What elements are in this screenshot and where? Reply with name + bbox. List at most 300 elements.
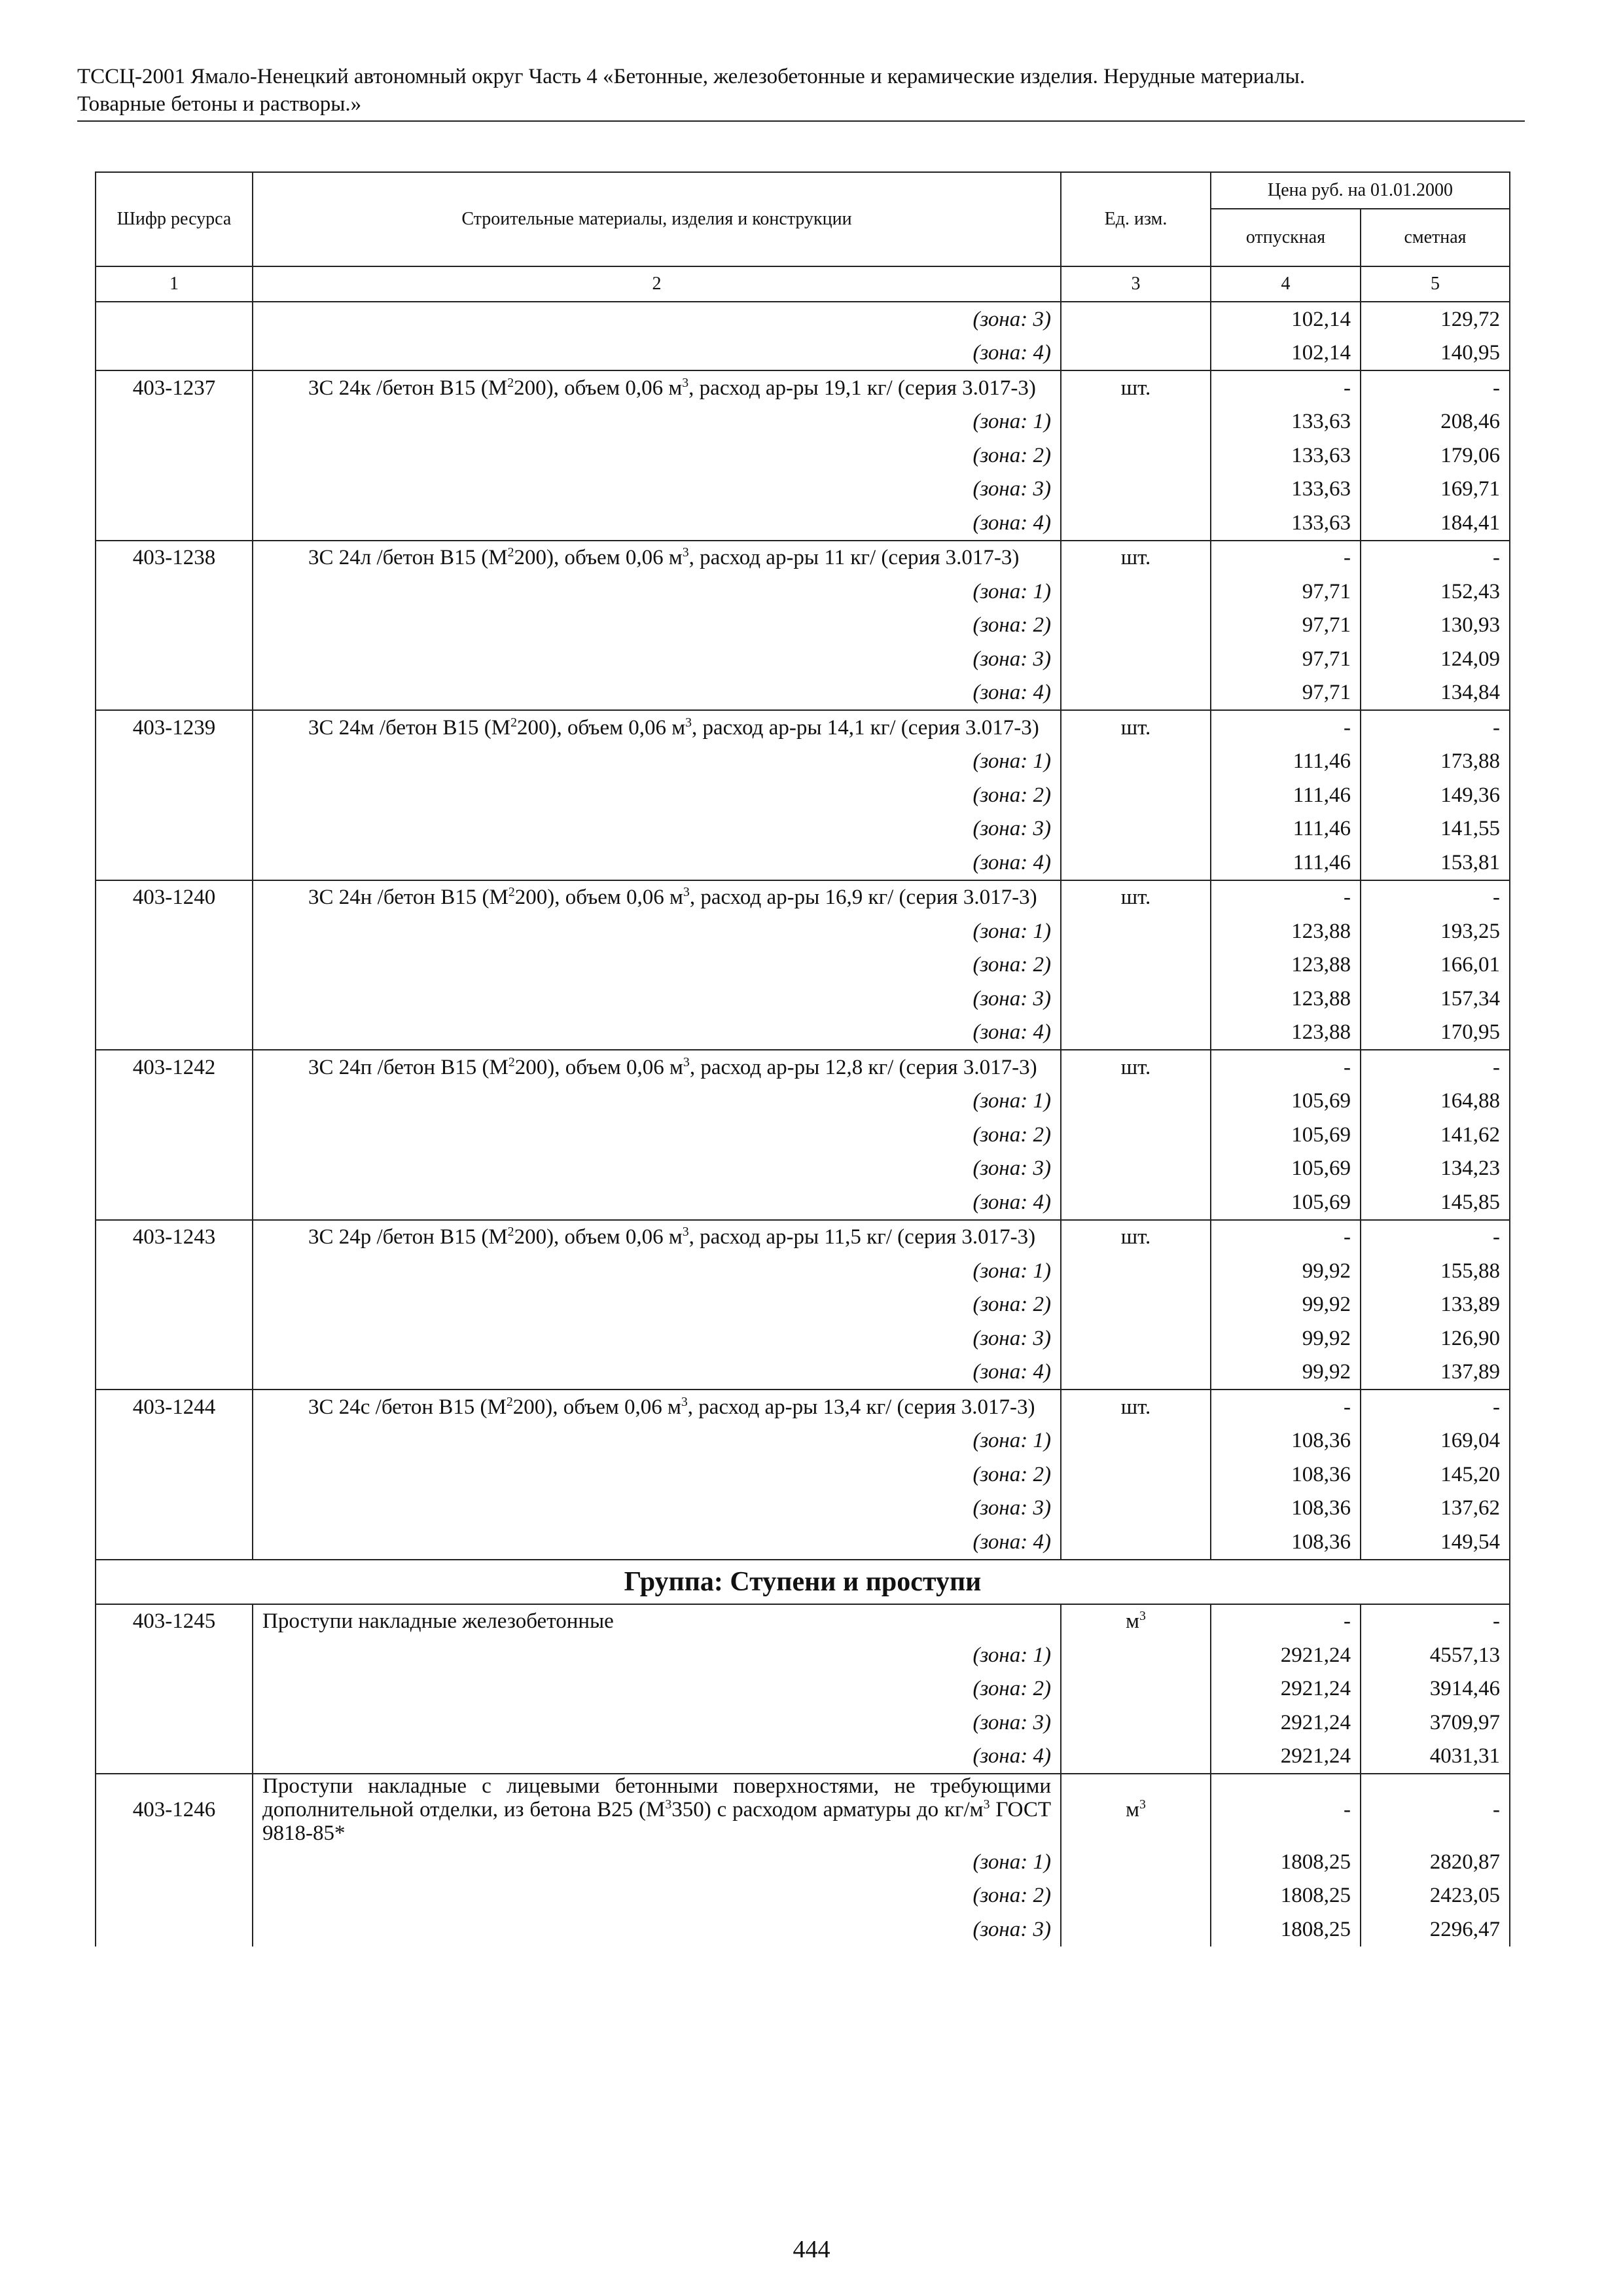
zone-row <box>96 1288 1510 1322</box>
unit-cell-empty <box>1061 1492 1211 1526</box>
col-price-header: Цена руб. на 01.01.2000 <box>1211 172 1510 209</box>
zone-row <box>96 1424 1510 1458</box>
zone-row <box>96 1152 1510 1186</box>
code-cell-empty <box>96 1845 253 1879</box>
release-price: - <box>1211 1774 1361 1845</box>
estimate-price: 166,01 <box>1361 948 1510 982</box>
superscript: 2 <box>507 1225 514 1240</box>
code-cell-empty <box>96 1706 253 1740</box>
code-cell-empty <box>96 1355 253 1390</box>
col-unit-header: Ед. изм. <box>1061 172 1211 266</box>
table-row <box>96 1220 1510 1255</box>
code-cell-empty <box>96 812 253 846</box>
unit-cell-empty <box>1061 1458 1211 1492</box>
estimate-price: 3709,97 <box>1361 1706 1510 1740</box>
release-price: 133,63 <box>1211 473 1361 507</box>
code-cell-empty <box>96 982 253 1016</box>
col-number: 5 <box>1361 266 1510 302</box>
name-part: 3С 24н /бетон В15 (М <box>308 886 508 910</box>
table-row <box>96 1050 1510 1085</box>
code-cell-empty <box>96 609 253 643</box>
zone-label: (зона: 1) <box>253 1845 1061 1879</box>
superscript: 2 <box>508 1054 515 1069</box>
col-name-header: Строительные материалы, изделия и конструкции <box>253 172 1061 266</box>
zone-row <box>96 405 1510 439</box>
table-row <box>96 1390 1510 1424</box>
table-row <box>96 880 1510 915</box>
estimate-price: 137,62 <box>1361 1492 1510 1526</box>
zone-row <box>96 1492 1510 1526</box>
unit-cell-empty <box>1061 1845 1211 1879</box>
release-price: 99,92 <box>1211 1288 1361 1322</box>
resource-code: 403-1246 <box>96 1774 253 1845</box>
estimate-price: 3914,46 <box>1361 1672 1510 1706</box>
unit-cell-empty <box>1061 1321 1211 1355</box>
code-cell-empty <box>96 778 253 812</box>
superscript: 2 <box>507 375 514 390</box>
zone-label: (зона: 4) <box>253 1355 1061 1390</box>
estimate-price: 149,54 <box>1361 1525 1510 1560</box>
release-price: - <box>1211 710 1361 745</box>
release-price: 111,46 <box>1211 846 1361 880</box>
code-cell-empty <box>96 1672 253 1706</box>
zone-row <box>96 642 1510 676</box>
unit-cell-empty <box>1061 405 1211 439</box>
release-price: 97,71 <box>1211 575 1361 609</box>
group-title: Группа: Ступени и проступи <box>96 1560 1510 1604</box>
unit-cell-empty <box>1061 1185 1211 1220</box>
group-row <box>96 1560 1510 1604</box>
estimate-price: 141,55 <box>1361 812 1510 846</box>
code-cell-empty <box>96 1525 253 1560</box>
estimate-price: 129,72 <box>1361 302 1510 336</box>
estimate-price: 173,88 <box>1361 745 1510 779</box>
estimate-price: 169,71 <box>1361 473 1510 507</box>
name-part: , расход ар-ры 13,4 кг/ (серия 3.017-3) <box>687 1395 1035 1419</box>
table-row <box>96 1604 1510 1639</box>
zone-label: (зона: 4) <box>253 846 1061 880</box>
zone-label: (зона: 3) <box>253 302 1061 336</box>
zone-label: (зона: 1) <box>253 914 1061 948</box>
zone-row <box>96 1706 1510 1740</box>
estimate-price: 152,43 <box>1361 575 1510 609</box>
name-part: 3С 24л /бетон В15 (М <box>308 546 508 570</box>
code-cell-empty <box>96 1638 253 1672</box>
code-cell-empty <box>96 336 253 371</box>
unit-cell-empty <box>1061 1424 1211 1458</box>
zone-row <box>96 1845 1510 1879</box>
release-price: 108,36 <box>1211 1525 1361 1560</box>
name-part: , расход ар-ры 11,5 кг/ (серия 3.017-3) <box>688 1225 1036 1249</box>
estimate-price: 149,36 <box>1361 778 1510 812</box>
zone-row <box>96 948 1510 982</box>
unit-cell-empty <box>1061 1254 1211 1288</box>
col-estimate-header: сметная <box>1361 209 1510 266</box>
code-cell-empty <box>96 473 253 507</box>
estimate-price: - <box>1361 1220 1510 1255</box>
resource-name-text <box>262 1395 1051 1419</box>
unit <box>1061 1774 1211 1845</box>
superscript: 3 <box>1139 1797 1146 1812</box>
zone-label: (зона: 3) <box>253 1152 1061 1186</box>
release-price: 105,69 <box>1211 1118 1361 1152</box>
estimate-price: 193,25 <box>1361 914 1510 948</box>
superscript: 3 <box>983 1797 990 1812</box>
col-number: 4 <box>1211 266 1361 302</box>
zone-label: (зона: 3) <box>253 1321 1061 1355</box>
release-price: - <box>1211 541 1361 575</box>
name-part: , расход ар-ры 14,1 кг/ (серия 3.017-3) <box>692 715 1039 740</box>
resource-name-text <box>262 546 1051 569</box>
name-part: 3С 24р /бетон В15 (М <box>308 1225 508 1249</box>
zone-row <box>96 1355 1510 1390</box>
superscript: 3 <box>682 1225 689 1240</box>
code-cell-empty <box>96 1424 253 1458</box>
zone-row <box>96 1525 1510 1560</box>
estimate-price: 4557,13 <box>1361 1638 1510 1672</box>
resource-name <box>253 880 1061 915</box>
table-row <box>96 1774 1510 1845</box>
release-price: 105,69 <box>1211 1185 1361 1220</box>
estimate-price: - <box>1361 710 1510 745</box>
resource-code: 403-1240 <box>96 880 253 915</box>
col-number: 2 <box>253 266 1061 302</box>
estimate-price: 184,41 <box>1361 506 1510 541</box>
resource-name-text <box>262 1225 1051 1249</box>
unit-cell-empty <box>1061 302 1211 336</box>
name-part: 200), объем 0,06 м <box>514 546 683 570</box>
release-price: 123,88 <box>1211 914 1361 948</box>
name-part: Проступи накладные с лицевыми бетонными поверхностями, не требующими дополнительной отделки, из бетона В25 (М <box>262 1774 1051 1821</box>
name-part: , расход ар-ры 19,1 кг/ (серия 3.017-3) <box>688 376 1036 400</box>
unit-base: м <box>1126 1609 1139 1634</box>
unit-cell-empty <box>1061 745 1211 779</box>
release-price: 99,92 <box>1211 1321 1361 1355</box>
resource-code: 403-1242 <box>96 1050 253 1085</box>
release-price: 133,63 <box>1211 405 1361 439</box>
name-part: 200), объем 0,06 м <box>514 1225 683 1249</box>
zone-row <box>96 1638 1510 1672</box>
estimate-price: 157,34 <box>1361 982 1510 1016</box>
superscript: 3 <box>683 885 690 900</box>
resource-name-text <box>262 1056 1051 1079</box>
header-line-1: ТССЦ-2001 Ямало-Ненецкий автономный округ Часть 4 «Бетонные, железобетонные и керамические изделия. Нерудные материалы. <box>77 65 1306 88</box>
zone-row <box>96 575 1510 609</box>
code-cell-empty <box>96 1912 253 1946</box>
unit-cell-empty <box>1061 1638 1211 1672</box>
estimate-price: 179,06 <box>1361 439 1510 473</box>
zone-row <box>96 1185 1510 1220</box>
estimate-price: 169,04 <box>1361 1424 1510 1458</box>
resource-name <box>253 1390 1061 1424</box>
code-cell-empty <box>96 1085 253 1119</box>
resource-name <box>253 370 1061 405</box>
estimate-price: 137,89 <box>1361 1355 1510 1390</box>
zone-label: (зона: 2) <box>253 439 1061 473</box>
code-cell-empty <box>96 846 253 880</box>
unit-cell-empty <box>1061 642 1211 676</box>
zone-label: (зона: 2) <box>253 948 1061 982</box>
unit-cell-empty <box>1061 1525 1211 1560</box>
zone-label: (зона: 3) <box>253 812 1061 846</box>
unit-cell-empty <box>1061 439 1211 473</box>
release-price: - <box>1211 1390 1361 1424</box>
zone-label: (зона: 4) <box>253 1740 1061 1774</box>
unit: шт. <box>1061 1390 1211 1424</box>
zone-row <box>96 1458 1510 1492</box>
release-price: 2921,24 <box>1211 1706 1361 1740</box>
code-cell-empty <box>96 642 253 676</box>
resource-code: 403-1245 <box>96 1604 253 1639</box>
name-part: 3С 24п /бетон В15 (М <box>308 1055 508 1079</box>
code-cell-empty <box>96 948 253 982</box>
table-header <box>96 172 1510 302</box>
name-part: , расход ар-ры 11 кг/ (серия 3.017-3) <box>688 546 1020 570</box>
release-price: 1808,25 <box>1211 1912 1361 1946</box>
release-price: 97,71 <box>1211 609 1361 643</box>
table-row <box>96 370 1510 405</box>
resource-name-text <box>262 376 1051 400</box>
zone-row <box>96 1912 1510 1946</box>
zone-row <box>96 473 1510 507</box>
zone-label: (зона: 2) <box>253 1672 1061 1706</box>
resource-name <box>253 1774 1061 1845</box>
estimate-price: - <box>1361 1050 1510 1085</box>
release-price: 111,46 <box>1211 745 1361 779</box>
col-release-header: отпускная <box>1211 209 1361 266</box>
unit: шт. <box>1061 880 1211 915</box>
unit-cell-empty <box>1061 506 1211 541</box>
name-part: 350) с расходом арматуры до кг/м <box>671 1798 984 1821</box>
code-cell-empty <box>96 914 253 948</box>
zone-label: (зона: 2) <box>253 609 1061 643</box>
resource-name <box>253 710 1061 745</box>
zone-row <box>96 1085 1510 1119</box>
zone-row <box>96 1672 1510 1706</box>
code-cell-empty <box>96 575 253 609</box>
unit-cell-empty <box>1061 1672 1211 1706</box>
zone-label: (зона: 1) <box>253 1638 1061 1672</box>
unit-cell-empty <box>1061 609 1211 643</box>
release-price: 97,71 <box>1211 676 1361 711</box>
estimate-price: 153,81 <box>1361 846 1510 880</box>
resource-name <box>253 1220 1061 1255</box>
code-cell-empty <box>96 1492 253 1526</box>
estimate-price: 2820,87 <box>1361 1845 1510 1879</box>
zone-row <box>96 609 1510 643</box>
zone-label: (зона: 3) <box>253 1912 1061 1946</box>
zone-row <box>96 1254 1510 1288</box>
code-cell-empty <box>96 745 253 779</box>
estimate-price: 145,20 <box>1361 1458 1510 1492</box>
code-cell-empty <box>96 1254 253 1288</box>
zone-label: (зона: 3) <box>253 642 1061 676</box>
release-price: 99,92 <box>1211 1254 1361 1288</box>
name-part: 200), объем 0,06 м <box>514 1055 683 1079</box>
page-number: 444 <box>793 2236 830 2263</box>
release-price: 102,14 <box>1211 336 1361 371</box>
name-part: , расход ар-ры 12,8 кг/ (серия 3.017-3) <box>689 1055 1037 1079</box>
estimate-price: 140,95 <box>1361 336 1510 371</box>
release-price: 123,88 <box>1211 982 1361 1016</box>
unit-cell-empty <box>1061 1706 1211 1740</box>
unit-cell-empty <box>1061 948 1211 982</box>
zone-label: (зона: 3) <box>253 473 1061 507</box>
unit-cell-empty <box>1061 1085 1211 1119</box>
zone-row <box>96 914 1510 948</box>
estimate-price: 130,93 <box>1361 609 1510 643</box>
zone-label: (зона: 4) <box>253 506 1061 541</box>
release-price: 133,63 <box>1211 439 1361 473</box>
release-price: 2921,24 <box>1211 1672 1361 1706</box>
resource-code: 403-1243 <box>96 1220 253 1255</box>
estimate-price: - <box>1361 880 1510 915</box>
zone-label: (зона: 2) <box>253 778 1061 812</box>
name-part: , расход ар-ры 16,9 кг/ (серия 3.017-3) <box>689 886 1037 910</box>
superscript: 3 <box>682 375 689 390</box>
zone-label: (зона: 1) <box>253 405 1061 439</box>
name-part: 200), объем 0,06 м <box>516 715 686 740</box>
estimate-price: 133,89 <box>1361 1288 1510 1322</box>
resource-name: Проступи накладные железобетонные <box>253 1604 1061 1639</box>
code-cell-empty <box>96 1185 253 1220</box>
table-row <box>96 710 1510 745</box>
release-price: 111,46 <box>1211 812 1361 846</box>
estimate-price: 134,84 <box>1361 676 1510 711</box>
zone-row <box>96 778 1510 812</box>
release-price: 108,36 <box>1211 1424 1361 1458</box>
zone-row <box>96 506 1510 541</box>
unit-cell-empty <box>1061 1118 1211 1152</box>
code-cell-empty <box>96 1740 253 1774</box>
release-price: 2921,24 <box>1211 1740 1361 1774</box>
zone-label: (зона: 2) <box>253 1879 1061 1913</box>
estimate-price: - <box>1361 1390 1510 1424</box>
unit-cell-empty <box>1061 1016 1211 1050</box>
estimate-price: 134,23 <box>1361 1152 1510 1186</box>
unit-cell-empty <box>1061 1288 1211 1322</box>
unit-cell-empty <box>1061 812 1211 846</box>
code-cell-empty <box>96 1118 253 1152</box>
unit-cell-empty <box>1061 473 1211 507</box>
release-price: 97,71 <box>1211 642 1361 676</box>
unit-cell-empty <box>1061 914 1211 948</box>
estimate-price: - <box>1361 541 1510 575</box>
code-cell-empty <box>96 506 253 541</box>
name-part: 3С 24с /бетон В15 (М <box>308 1395 507 1419</box>
zone-row <box>96 812 1510 846</box>
release-price: 133,63 <box>1211 506 1361 541</box>
unit-cell-empty <box>1061 336 1211 371</box>
unit-base: м <box>1126 1798 1139 1821</box>
superscript: 2 <box>510 715 517 730</box>
name-part: 200), объем 0,06 м <box>514 886 683 910</box>
superscript: 2 <box>507 545 514 560</box>
superscript: 3 <box>683 1054 690 1069</box>
unit-cell-empty <box>1061 676 1211 711</box>
release-price: 123,88 <box>1211 1016 1361 1050</box>
price-table <box>95 171 1510 1946</box>
unit-cell-empty <box>1061 1879 1211 1913</box>
zone-label: (зона: 2) <box>253 1458 1061 1492</box>
release-price: 1808,25 <box>1211 1845 1361 1879</box>
estimate-price: 2423,05 <box>1361 1879 1510 1913</box>
zone-row <box>96 1118 1510 1152</box>
resource-name-text <box>262 716 1051 740</box>
unit: шт. <box>1061 1050 1211 1085</box>
unit: шт. <box>1061 1220 1211 1255</box>
zone-label: (зона: 1) <box>253 1085 1061 1119</box>
resource-name-text <box>262 886 1051 909</box>
zone-row <box>96 676 1510 711</box>
zone-label: (зона: 1) <box>253 1424 1061 1458</box>
unit-cell-empty <box>1061 982 1211 1016</box>
unit-cell-empty <box>1061 1355 1211 1390</box>
superscript: 2 <box>508 885 515 900</box>
resource-code: 403-1238 <box>96 541 253 575</box>
code-cell-empty <box>96 405 253 439</box>
table-body <box>96 302 1510 1946</box>
estimate-price: 164,88 <box>1361 1085 1510 1119</box>
code-cell-empty <box>96 1016 253 1050</box>
zone-row <box>96 336 1510 371</box>
zone-row <box>96 1016 1510 1050</box>
col-code-header: Шифр ресурса <box>96 172 253 266</box>
zone-label: (зона: 4) <box>253 1525 1061 1560</box>
unit-cell-empty <box>1061 846 1211 880</box>
zone-label: (зона: 3) <box>253 1492 1061 1526</box>
release-price: 105,69 <box>1211 1152 1361 1186</box>
release-price: 102,14 <box>1211 302 1361 336</box>
code-cell-empty <box>96 1288 253 1322</box>
estimate-price: 2296,47 <box>1361 1912 1510 1946</box>
zone-row <box>96 439 1510 473</box>
estimate-price: - <box>1361 370 1510 405</box>
estimate-price: 124,09 <box>1361 642 1510 676</box>
col-number: 1 <box>96 266 253 302</box>
unit-cell-empty <box>1061 778 1211 812</box>
name-part: ГОСТ 9818-85* <box>262 1798 1051 1845</box>
unit <box>1061 1604 1211 1639</box>
zone-label: (зона: 4) <box>253 1185 1061 1220</box>
estimate-price: 126,90 <box>1361 1321 1510 1355</box>
release-price: 99,92 <box>1211 1355 1361 1390</box>
superscript: 3 <box>665 1797 672 1812</box>
estimate-price: 145,85 <box>1361 1185 1510 1220</box>
release-price: 2921,24 <box>1211 1638 1361 1672</box>
estimate-price: 4031,31 <box>1361 1740 1510 1774</box>
zone-label: (зона: 4) <box>253 676 1061 711</box>
superscript: 3 <box>685 715 692 730</box>
release-price: - <box>1211 1220 1361 1255</box>
col-number: 3 <box>1061 266 1211 302</box>
zone-row <box>96 1740 1510 1774</box>
resource-code: 403-1244 <box>96 1390 253 1424</box>
code-cell-empty <box>96 1458 253 1492</box>
unit: шт. <box>1061 370 1211 405</box>
zone-label: (зона: 3) <box>253 1706 1061 1740</box>
zone-row <box>96 745 1510 779</box>
release-price: - <box>1211 880 1361 915</box>
unit-cell-empty <box>1061 575 1211 609</box>
release-price: 111,46 <box>1211 778 1361 812</box>
zone-row <box>96 846 1510 880</box>
zone-row <box>96 1879 1510 1913</box>
unit-cell-empty <box>1061 1740 1211 1774</box>
release-price: 1808,25 <box>1211 1879 1361 1913</box>
estimate-price: 155,88 <box>1361 1254 1510 1288</box>
resource-code: 403-1239 <box>96 710 253 745</box>
